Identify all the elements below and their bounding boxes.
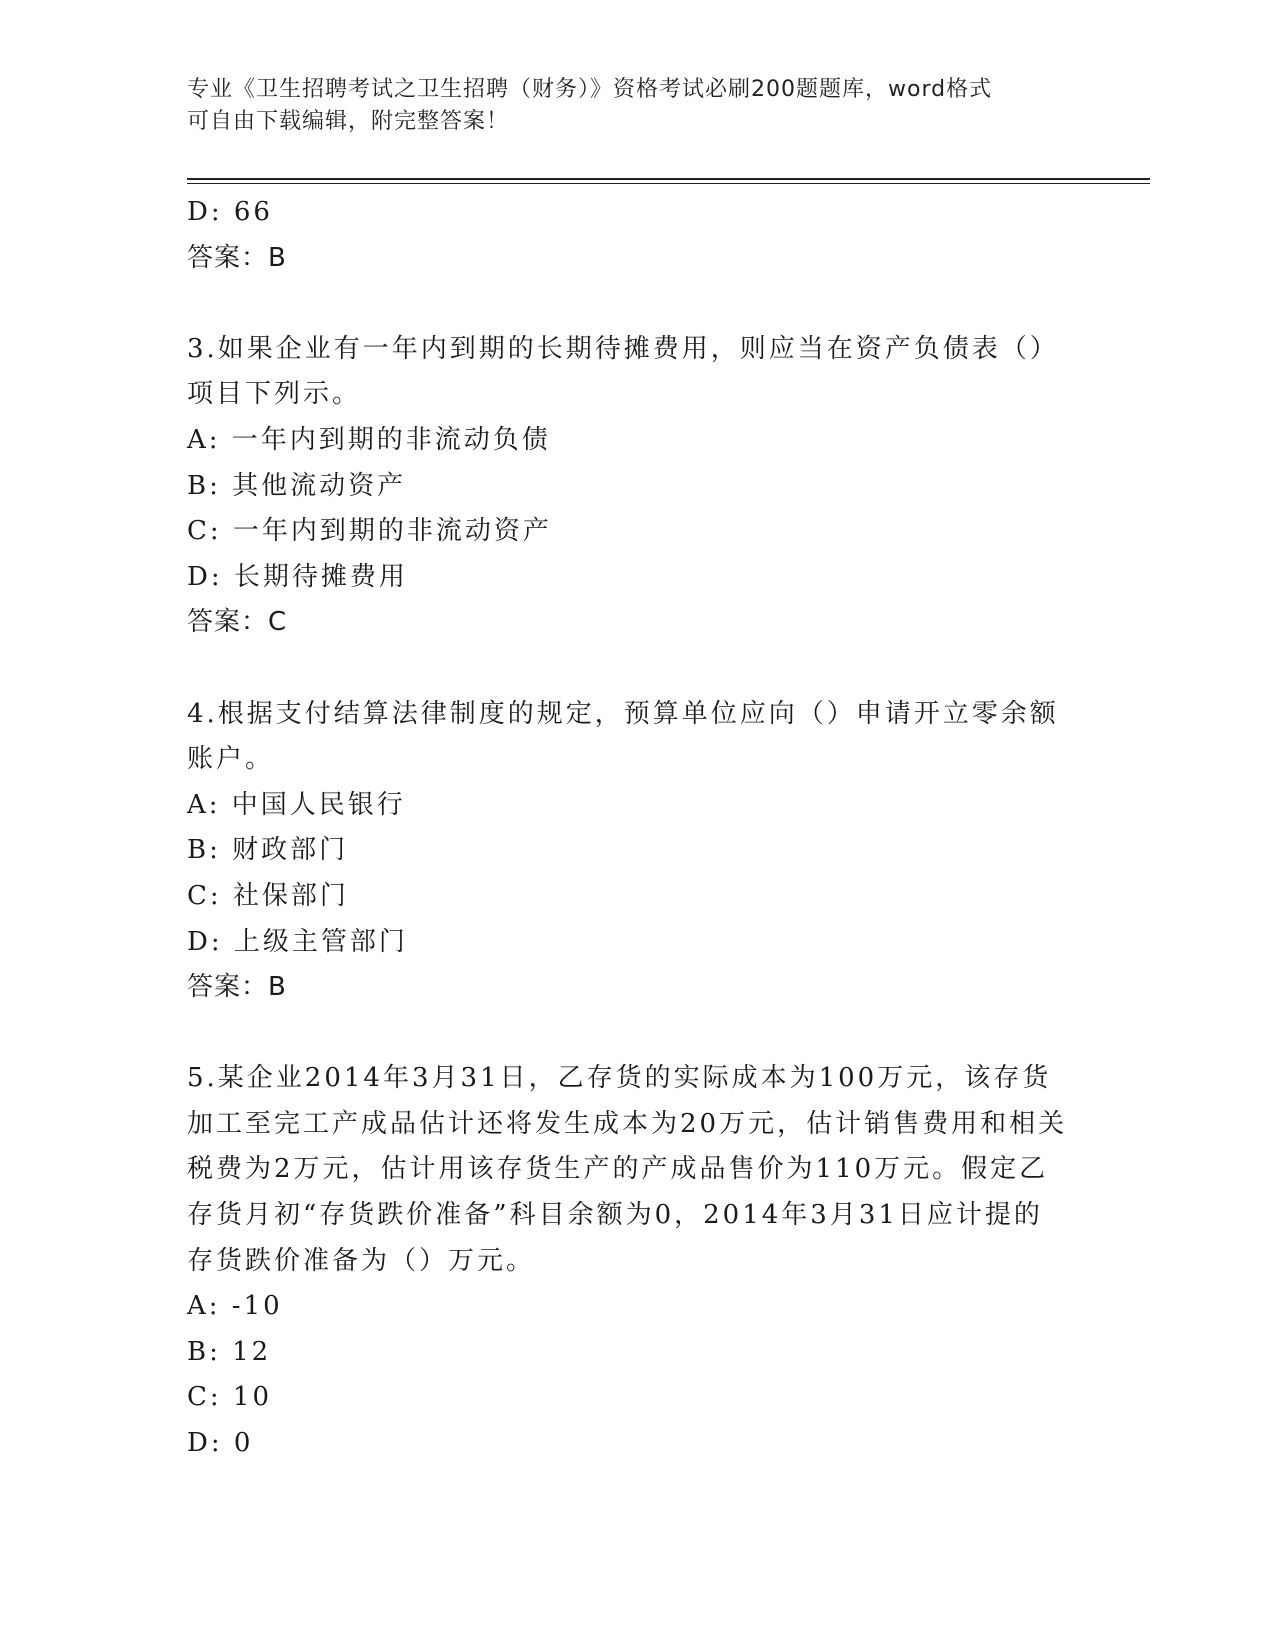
question-3 xyxy=(187,327,1067,646)
spacer xyxy=(187,281,1067,327)
question-stem: 3.如果企业有一年内到期的长期待摊费用，则应当在资产负债表（） xyxy=(187,333,1059,364)
answer-label: 答案：C xyxy=(187,607,288,638)
question-5 xyxy=(187,1056,1067,1466)
question-stem: 存货月初“存货跌价准备”科目余额为0，2014年3月31日应计提的 xyxy=(187,1200,1043,1231)
question-2-tail xyxy=(187,190,1067,281)
page-header xyxy=(187,74,1087,138)
option-a: A: 一年内到期的非流动负债 xyxy=(187,424,551,455)
question-stem: 4.根据支付结算法律制度的规定，预算单位应向（）申请开立零余额 xyxy=(187,698,1059,729)
question-stem: 税费为2万元，估计用该存货生产的产成品售价为110万元。假定乙 xyxy=(187,1154,1049,1185)
option-c: C: 社保部门 xyxy=(187,880,349,911)
option-c: C: 10 xyxy=(187,1382,273,1413)
question-stem: 5.某企业2014年3月31日，乙存货的实际成本为100万元，该存货 xyxy=(187,1063,1052,1094)
option-b: B: 其他流动资产 xyxy=(187,470,407,501)
question-stem: 项目下列示。 xyxy=(187,379,362,410)
option-d: D: 66 xyxy=(187,197,273,227)
option-d: D: 长期待摊费用 xyxy=(187,561,408,592)
option-a: A: -10 xyxy=(187,1291,283,1322)
question-stem: 账户。 xyxy=(187,744,275,775)
spacer xyxy=(187,1011,1067,1057)
option-d: D: 上级主管部门 xyxy=(187,926,408,957)
option-b: B: 财政部门 xyxy=(187,835,349,866)
question-4 xyxy=(187,692,1067,1011)
header-line-2: 可自由下载编辑，附完整答案！ xyxy=(187,109,510,134)
option-a: A: 中国人民银行 xyxy=(187,789,406,820)
option-c: C: 一年内到期的非流动资产 xyxy=(187,516,552,547)
spacer xyxy=(187,646,1067,692)
question-stem: 存货跌价准备为（）万元。 xyxy=(187,1245,536,1276)
question-list xyxy=(187,190,1067,1467)
answer-label: 答案：B xyxy=(187,972,287,1003)
option-b: B: 12 xyxy=(187,1336,272,1367)
header-divider-thick xyxy=(187,178,1150,180)
header-divider-thin xyxy=(187,183,1150,184)
header-line-1: 专业《卫生招聘考试之卫生招聘（财务）》资格考试必刷200题题库，word格式 xyxy=(187,77,993,102)
question-stem: 加工至完工产成品估计还将发生成本为20万元，估计销售费用和相关 xyxy=(187,1108,1068,1139)
option-d: D: 0 xyxy=(187,1428,254,1459)
answer-label: 答案：B xyxy=(187,242,287,273)
